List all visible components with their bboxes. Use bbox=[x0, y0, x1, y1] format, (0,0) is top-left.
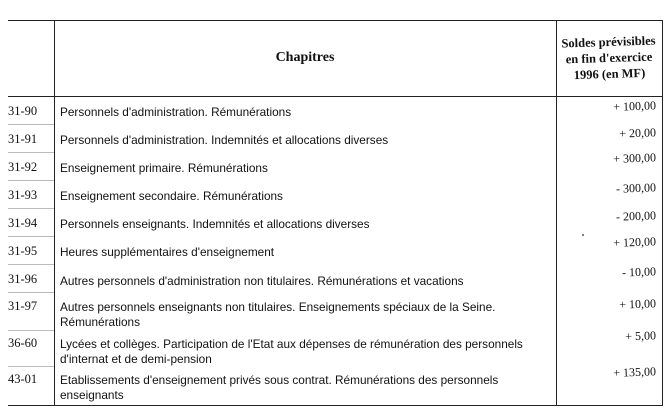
table-row bbox=[8, 180, 662, 208]
row-label: Personnels enseignants. Indemnités et allocations diverses bbox=[60, 217, 370, 231]
row-label: Personnels d'administration. Indemnités et allocations diverses bbox=[60, 133, 389, 147]
row-separator bbox=[8, 330, 54, 331]
row-label: Heures supplémentaires d'enseignement bbox=[60, 245, 275, 259]
row-separator bbox=[8, 264, 54, 265]
row-amount: + 20,00 bbox=[618, 125, 657, 141]
row-amount: + 120,00 bbox=[612, 234, 657, 250]
table-row bbox=[8, 264, 662, 292]
row-separator bbox=[8, 292, 54, 293]
table-row bbox=[8, 150, 662, 180]
row-separator bbox=[8, 208, 54, 209]
row-label: Autres personnels d'administration non titulaires. Rémunérations et vacations bbox=[60, 274, 464, 288]
row-separator bbox=[8, 366, 54, 367]
row-amount: + 5,00 bbox=[624, 328, 657, 344]
budget-table bbox=[8, 20, 664, 406]
table-row bbox=[8, 208, 662, 236]
row-separator bbox=[8, 124, 54, 125]
row-amount: + 135,00 bbox=[612, 364, 657, 380]
header-soldes-line: Soldes prévisibles bbox=[561, 33, 656, 51]
row-amount: - 300,00 bbox=[615, 180, 657, 196]
row-amount: + 100,00 bbox=[612, 98, 657, 114]
header-soldes bbox=[555, 18, 663, 97]
row-label: Autres personnels enseignants non titulaires. Enseignements spéciaux de la Seine. Rémunérations bbox=[60, 300, 496, 329]
row-code: 31-97 bbox=[8, 299, 38, 313]
row-code: 43-01 bbox=[8, 372, 38, 386]
row-code: 31-95 bbox=[8, 244, 38, 258]
row-label: Enseignement primaire. Rémunérations bbox=[60, 161, 268, 175]
row-amount: - 200,00 bbox=[615, 208, 657, 224]
row-code: 31-90 bbox=[8, 104, 38, 118]
table-row bbox=[8, 328, 662, 366]
table-row bbox=[8, 296, 662, 330]
row-label: Personnels d'administration. Rémunérations bbox=[60, 105, 292, 119]
row-separator bbox=[8, 180, 54, 181]
row-code: 31-92 bbox=[8, 160, 38, 174]
table-row bbox=[8, 364, 662, 402]
table-row bbox=[8, 125, 662, 152]
header-soldes-line: en fin d'exercice bbox=[565, 49, 653, 67]
row-code: 31-91 bbox=[8, 132, 38, 146]
row-amount: - 10,00 bbox=[621, 264, 657, 280]
header-soldes-line: 1996 (en MF) bbox=[573, 65, 646, 83]
row-separator bbox=[8, 152, 54, 153]
row-code: 31-93 bbox=[8, 188, 38, 202]
row-label: Enseignement secondaire. Rémunérations bbox=[60, 189, 283, 203]
table-row bbox=[8, 100, 662, 124]
row-code: 31-94 bbox=[8, 216, 38, 230]
row-amount: + 10,00 bbox=[618, 296, 657, 312]
row-separator bbox=[8, 236, 54, 237]
scan-speck bbox=[582, 234, 584, 236]
row-code: 31-96 bbox=[8, 272, 38, 286]
row-label: Lycées et collèges. Participation de l'Etat aux dépenses de rémunération des personnels d'internat et de demi-pension bbox=[60, 337, 523, 366]
row-amount: + 300,00 bbox=[612, 150, 657, 166]
table-row bbox=[8, 234, 662, 264]
row-code: 36-60 bbox=[8, 336, 38, 350]
row-label: Etablissements d'enseignement privés sous contrat. Rémunérations des personnels enseignants bbox=[60, 373, 499, 402]
header-chapitres: Chapitres bbox=[275, 50, 335, 65]
